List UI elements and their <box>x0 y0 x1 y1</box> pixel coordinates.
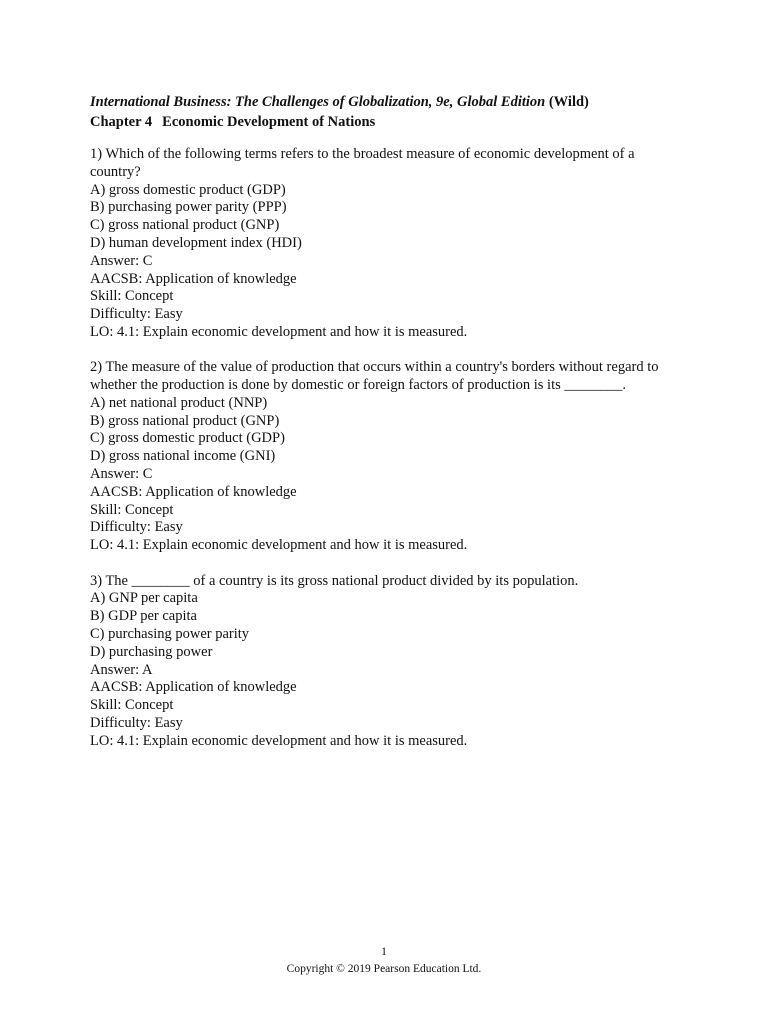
author-name: (Wild) <box>548 94 589 110</box>
question-stem: 3) The ________ of a country is its gross national product divided by its population. <box>90 572 579 589</box>
option-c: C) purchasing power parity <box>90 625 250 642</box>
difficulty-line: Difficulty: Easy <box>90 714 183 731</box>
question-list <box>90 146 680 768</box>
page-number: 1 <box>381 946 387 958</box>
option-d: D) purchasing power <box>90 643 213 660</box>
copyright-notice: Copyright © 2019 Pearson Education Ltd. <box>286 963 482 975</box>
option-a: A) GNP per capita <box>90 590 198 607</box>
option-d: D) gross national income (GNI) <box>90 448 276 465</box>
document-header <box>90 92 690 132</box>
option-b: B) purchasing power parity (PPP) <box>90 199 287 216</box>
difficulty-line: Difficulty: Easy <box>90 519 183 536</box>
option-d: D) human development index (HDI) <box>90 234 302 251</box>
book-title: International Business: The Challenges of Globalization, 9e, Global Edition <box>90 94 546 110</box>
skill-line: Skill: Concept <box>90 288 174 305</box>
answer-line: Answer: A <box>90 661 153 678</box>
question-1 <box>90 146 680 342</box>
skill-line: Skill: Concept <box>90 697 174 714</box>
question-stem: 1) Which of the following terms refers to the broadest measure of economic development of a country? <box>90 146 635 180</box>
book-title-line <box>90 92 690 112</box>
chapter-heading <box>90 112 690 132</box>
answer-line: Answer: C <box>90 252 153 269</box>
option-a: A) gross domestic product (GDP) <box>90 181 286 198</box>
difficulty-line: Difficulty: Easy <box>90 306 183 323</box>
option-b: B) gross national product (GNP) <box>90 412 280 429</box>
question-2 <box>90 359 680 555</box>
question-stem: 2) The measure of the value of production that occurs within a country's borders without regard to whether the production is done by domestic or foreign factors of production is its ________. <box>90 359 659 394</box>
skill-line: Skill: Concept <box>90 501 174 518</box>
aacsb-line: AACSB: Application of knowledge <box>90 679 297 696</box>
aacsb-line: AACSB: Application of knowledge <box>90 270 297 287</box>
chapter-label: Chapter 4 <box>90 114 153 130</box>
chapter-title: Economic Development of Nations <box>162 114 376 130</box>
answer-line: Answer: C <box>90 466 153 483</box>
option-a: A) net national product (NNP) <box>90 394 268 411</box>
learning-objective-line: LO: 4.1: Explain economic development and how it is measured. <box>90 323 468 340</box>
aacsb-line: AACSB: Application of knowledge <box>90 483 297 500</box>
option-c: C) gross national product (GNP) <box>90 217 280 234</box>
option-b: B) GDP per capita <box>90 608 197 625</box>
question-3 <box>90 573 680 751</box>
learning-objective-line: LO: 4.1: Explain economic development and how it is measured. <box>90 732 468 749</box>
option-c: C) gross domestic product (GDP) <box>90 430 285 447</box>
learning-objective-line: LO: 4.1: Explain economic development and how it is measured. <box>90 537 468 554</box>
